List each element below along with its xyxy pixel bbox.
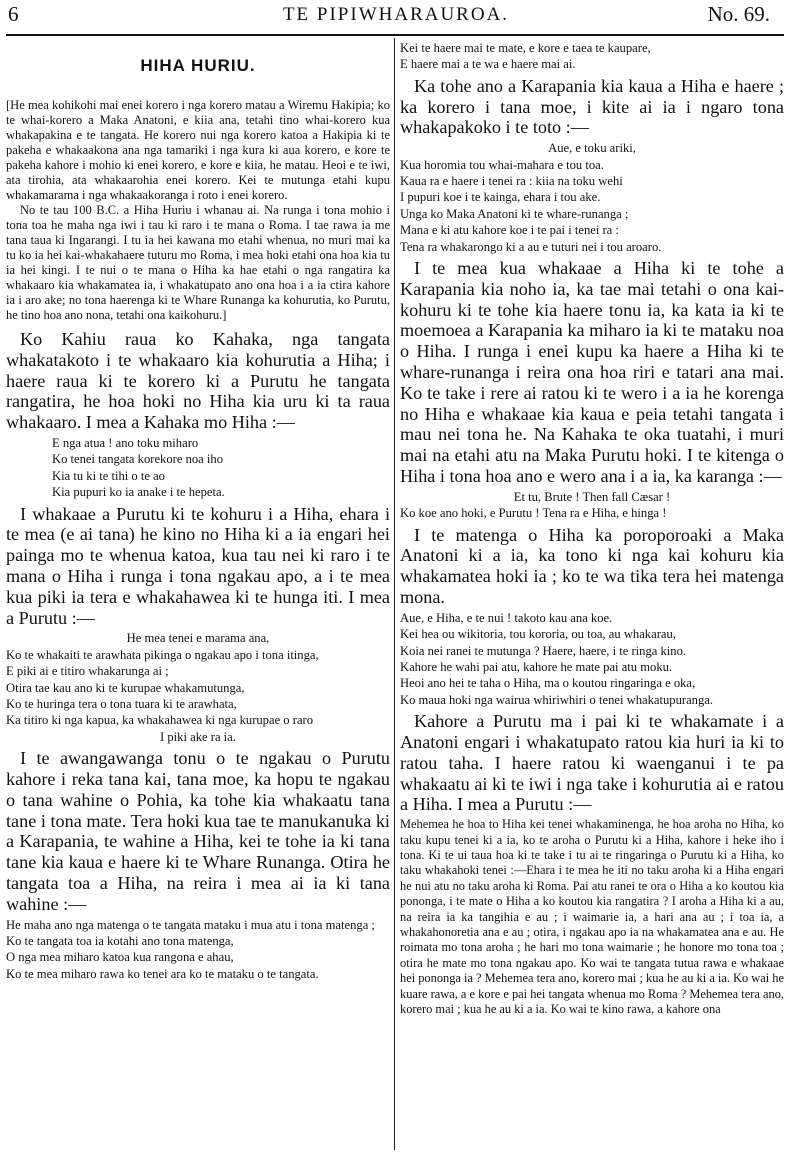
verse-line: Aue, e toku ariki, bbox=[548, 141, 636, 156]
body-paragraph: Ka tohe ano a Karapania kia kaua a Hiha e haere ; ka korero i tana moe, i kite ai ia i ngaro tona whakapakoko i te toto :— bbox=[400, 75, 784, 138]
verse-line: I piki ake ra ia. bbox=[160, 729, 236, 744]
verse-line: Kahore he wahi pai atu, kahore he mate pai atu moku. bbox=[400, 660, 673, 675]
verse-block bbox=[6, 917, 390, 983]
verse-line: Mana e ki atu kahore koe i te pai i tenei ra : bbox=[400, 223, 619, 238]
verse-line: Ko te mea miharo rawa ko tenei ara ko te mataku o te tangata. bbox=[6, 966, 319, 981]
body-paragraph: I te mea kua whakaae a Hiha ki te tohe a Karapania kia noho ia, ka tae mai tetahi o ona kai-kohuru ki te tohe kia haere tonu ia, ka kata ia ki te moemoea a Karapania ka miharo ia ki te mataku noa o Hiha. I runga i enei kupu ka haere a Hiha ki te whare-runanga i reira ona hoa riri e tatari ana mai. Ko te take i rere ai ratou ki te wero i a ia he korenga no Hiha e whakaae kia kaua e peia tetahi tangata i mau nei tona he. Na Kahaka te oka tuatahi, i muri mai na etahi atu na Maka Purutu hoki. I te kitenga o Hiha i tona hoa ano e wero ana i a ia, ka karanga :— bbox=[400, 258, 784, 487]
verse-line: Koia nei ranei te mutunga ? Haere, haere, i te ringa kino. bbox=[400, 643, 687, 658]
verse-line: Otira tae kau ano ki te kurupae whakamutunga, bbox=[6, 680, 245, 695]
verse-line: Ko tenei tangata korekore noa iho bbox=[52, 452, 223, 467]
column-divider bbox=[394, 38, 395, 1150]
verse-line: Kua horomia tou whai-mahara e tou toa. bbox=[400, 157, 604, 172]
article-heading: HIHA HURIU. bbox=[140, 56, 256, 75]
verse-line: Ko maua hoki nga wairua whiriwhiri o tenei whakatupuranga. bbox=[400, 692, 713, 707]
verse-block bbox=[400, 610, 784, 708]
verse-line: I pupuri koe i te kainga, ehara i tou ake. bbox=[400, 190, 601, 205]
verse-line: O nga mea miharo katoa kua rangona e ahau, bbox=[6, 950, 234, 965]
verse-line: He maha ano nga matenga o te tangata mataku i mua atu i tona matenga ; bbox=[6, 917, 375, 932]
verse-line: He mea tenei e marama ana, bbox=[126, 631, 270, 646]
page-header bbox=[0, 0, 792, 34]
verse-line: Aue, e Hiha, e te nui ! takoto kau ana koe. bbox=[400, 610, 613, 625]
verse-line: Kia tu ki te tihi o te ao bbox=[52, 468, 165, 483]
body-paragraph: I te awangawanga tonu o te ngakau o Purutu kahore i reka tana kai, tana moe, ka hopu te ngakau o tana wahine o Pohia, ka tohe kia whakaatu tana tane i tona mate. Tera hoki kua tae te manukanuka ki a Karapania, te wahine a Hiha, kei te tohe ia ki tana tane kia kaua e haere ki te Whare Runanga. Otira he tangata toa a Hiha, na reira i mea ai ia ki tana wahine :— bbox=[6, 748, 390, 914]
speech-paragraph: Mehemea he hoa to Hiha kei tenei whakaminenga, he hoa aroha no Hiha, ko taku kupu tenei ki a ia, ko te aroha o Purutu ki a Hiha, kahore i heke iho i tona. Ki te ui taua hoa ki te take i tu ai te ringaringa o Purutu ki a Hiha, ko taku whakahoki tenei :—Ehara i te mea he iti no taku aroha ki a Hiha engari he nui atu no taku aroha ki Roma. Pai atu ranei te ora o Hiha a ko koutou kia pononga, i te mate o Hiha a ko koutou kia rangatira ? I aroha a Hiha ki a au, na reira ia ka tangihia e au ; i waimarie ia, a hari ana au ; i toa ia, a whakahonoretia ana e au ; otira, i ngakau apo ia na whakamatea ana e au. He roimata mo tona aroha ; he hari mo tona waimarie ; he honore mo tona toa ; otira he mate mo tona ngakau apo. Ko wai te tangata tutua rawa e whakaae hei pononga ia ? Mehemea tera ano, korero mai ; kua he au ki a ia. Ko wai he kuare rawa, a e kore e pai hei tangata whenua mo Roma ? Mehemea tera ano, korero mai ; kua he au ki a ia. Ko wai te kino rawa, a kahore ona bbox=[400, 817, 784, 1017]
header-rule bbox=[6, 34, 784, 36]
verse-line: Ko koe ano hoki, e Purutu ! Tena ra e Hiha, e hinga ! bbox=[400, 506, 667, 521]
verse-line: E piki ai e titiro whakarunga ai ; bbox=[6, 664, 169, 679]
verse-line: Ko te huringa tera o tona tuara ki te arawhata, bbox=[6, 697, 237, 712]
right-column bbox=[400, 40, 784, 1018]
verse-line: E nga atua ! ano toku miharo bbox=[52, 435, 199, 450]
issue-number: No. 69. bbox=[707, 2, 770, 26]
verse-block bbox=[6, 630, 390, 745]
body-paragraph: Kahore a Purutu ma i pai ki te whakamate i a Anatoni engari i whakatupato ratou kia huri ia ki to ratou taha. I haere ratou ki waenganui i te pa whakaatu ai ki te iwi i nga take i kohurutia ai e ratou a Hiha. I mea a Purutu :— bbox=[400, 711, 784, 815]
verse-line: Kei hea ou wikitoria, tou kororia, ou toa, au whakarau, bbox=[400, 627, 676, 642]
verse-line: E haere mai a te wa e haere mai ai. bbox=[400, 57, 576, 72]
verse-block bbox=[6, 435, 390, 501]
verse-line: Kia pupuri ko ia anake i te hepeta. bbox=[52, 485, 225, 500]
body-paragraph: Ko Kahiu raua ko Kahaka, nga tangata whakatakoto i te whakaaro kia kohurutia a Hiha; i haere raua ki te korero ki a Purutu he tangata rangatira, he hoa hoki no Hiha kia uru ki ta raua whakaaro. I mea a Kahaka mo Hiha :— bbox=[6, 329, 390, 433]
article-intro bbox=[6, 98, 390, 323]
verse-block bbox=[400, 489, 784, 522]
verse-line: Kei te haere mai te mate, e kore e taea te kaupare, bbox=[400, 41, 651, 55]
verse-line: Tena ra whakarongo ki a au e tuturi nei i tou aroaro. bbox=[400, 239, 662, 254]
verse-line: Heoi ano hei te taha o Hiha, ma o koutou ringaringa e oka, bbox=[400, 676, 696, 691]
verse-line: Et tu, Brute ! Then fall Cæsar ! bbox=[513, 489, 671, 504]
intro-paragraph: [He mea kohikohi mai enei korero i nga korero matau a Wiremu Hakipia; ko te whai-korero a Maka Anatoni, e kiia ana, tetahi tino whai-korero kua whakapakina e te tangata. He korero nui nga korero katoa a Hakipia ki te pakeha e whakaakona ana nga tamariki i nga kura ki aua korero, e kore te pakeha kahore i mohio ki enei korero, e kore e kiia, he matau. Heoi e te iwi, ata tirohia, ata whakaarohia enei korero. Kei te mutunga etahi kupu whakamarama i nga whakaakoranga i roto i enei korero. bbox=[6, 98, 390, 202]
verse-block bbox=[400, 140, 784, 255]
page-number: 6 bbox=[8, 2, 19, 26]
newspaper-title: TE PIPIWHARAUROA. bbox=[282, 4, 510, 25]
verse-line: Ka titiro ki nga kapua, ka whakahawea ki nga kurupae o raro bbox=[6, 713, 314, 728]
body-paragraph: I te matenga o Hiha ka poroporoaki a Maka Anatoni ki a ia, ka tono ki nga kai kohuru kia whakamatea hoki ia ; ko te wa tika tera hei matenga mona. bbox=[400, 524, 784, 608]
verse-line: Ko te tangata toa ia kotahi ano tona matenga, bbox=[6, 934, 234, 949]
verse-block bbox=[400, 40, 784, 73]
left-column bbox=[6, 40, 390, 985]
verse-line: Unga ko Maka Anatoni ki te whare-runanga ; bbox=[400, 206, 629, 221]
body-paragraph: I whakaae a Purutu ki te kohuru i a Hiha, ehara i te mea (e ai tana) he kino no Hiha ki a ia engari hei painga mo te whenua katoa, kua tau nei ki raro i te mana o Hiha i runga i tona ngakau apo, a i te mea kua piki ia tera e whakahawea ki te hunga iti. I mea a Purutu :— bbox=[6, 503, 390, 628]
verse-line: Kaua ra e haere i tenei ra : kiia na toku wehi bbox=[400, 174, 623, 189]
intro-paragraph: No te tau 100 B.C. a Hiha Huriu i whanau ai. Na runga i tona mohio i tona toa he maha nga iwi i tau ki raro i te mana o Roma. I tae rawa ia me tana taua ki Ingarangi. I tu ia hei kawana mo etahi whenua, no muri mai ka tu ko ia hei kai-whakahaere tuturu mo Roma, i mea hoki etahi ona hoa kia tu ia hei kingi. I te nui o te mana o Hiha ka hae etahi o nga rangatira ka whakaaro kia whakamatea ia, i whakatupato ano ona hoa i a ia ctira kahore ia i aro ake; no tona haerenga ki te Whare Runanga ka kohurutia, ko Purutu, he tino hoa ano nona, tetahi ona kaikohuru.] bbox=[6, 203, 390, 322]
verse-line: Ko te whakaiti te arawhata pikinga o ngakau apo i tona itinga, bbox=[6, 647, 319, 662]
